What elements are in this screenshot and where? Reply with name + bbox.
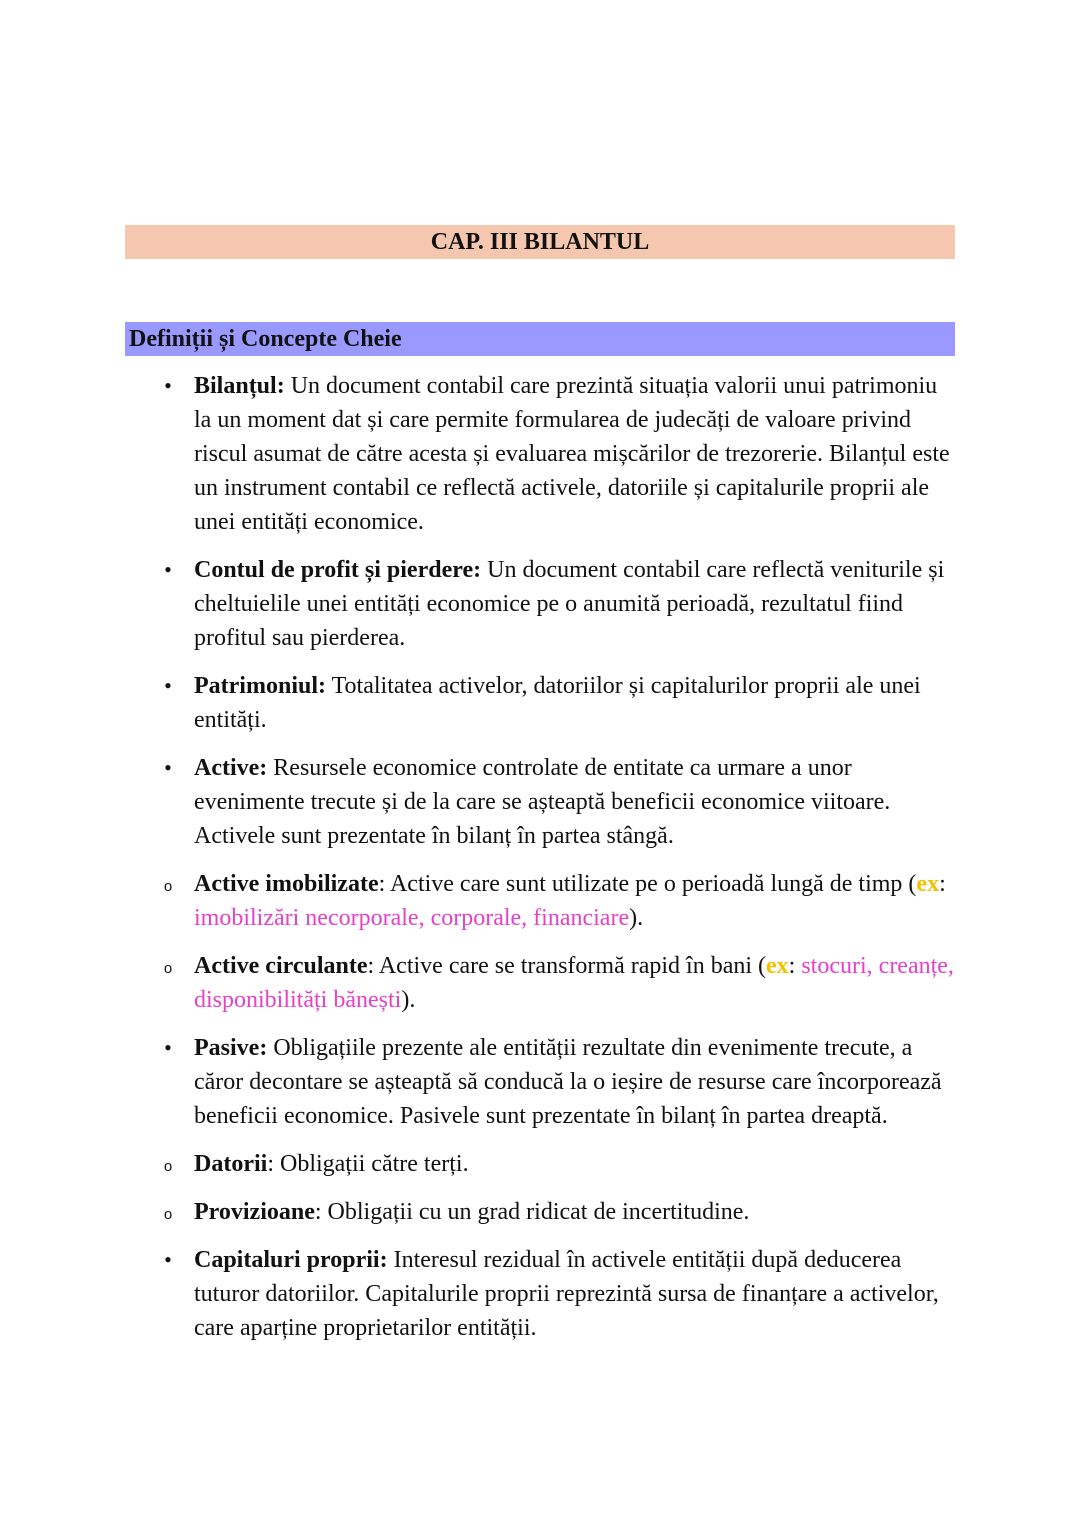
bullet-disc-icon [160,669,176,703]
definition-text: : [788,953,802,979]
definition-text: : Active care se transformă rapid în bani ( [367,953,767,979]
definition-text: : Obligații către terți. [267,1151,469,1177]
bullet-disc-icon [160,369,176,403]
definitions-list [0,369,1080,1359]
definition-text: Obligațiile prezente ale entității rezultate din evenimente trecute, a căror decontare se așteaptă să conducă la o ieșire de resurse care încorporează beneficii economice. Pasivele sunt prezentate în bilanț în partea dreaptă. [194,1035,942,1129]
bullet-disc-icon [160,1031,176,1065]
definition-text: : Obligații cu un grad ridicat de incertitudine. [314,1199,750,1225]
definition-text: Totalitatea activelor, datoriilor și capitalurilor proprii ale unei entități. [194,673,921,733]
bullet-circle-icon [160,1147,176,1184]
definition-item [0,369,954,539]
definition-item [0,1147,954,1181]
bullet-circle-icon [160,867,176,904]
example-text: imobilizări necorporale, corporale, financiare [194,905,630,931]
definition-item [0,751,954,853]
term-label: Datorii [194,1151,268,1177]
term-label: Pasive: [194,1035,268,1061]
term-label: Active: [194,755,268,781]
definition-item [0,949,954,1017]
definition-item [0,1031,954,1133]
definition-item [0,1243,954,1345]
term-label: Patrimoniul: [194,673,326,699]
term-label: Provizioane [194,1199,315,1225]
example-text: stocuri, creanțe, disponibilități bănești [194,953,954,1013]
definition-item [0,1195,954,1229]
definition-text: ). [629,905,644,931]
term-label: Active imobilizate [194,871,379,897]
definition-item [0,669,954,737]
definition-text: : [939,871,946,897]
term-label: Active circulante [194,953,368,979]
term-label: Bilanțul: [194,373,285,399]
definition-item [0,553,954,655]
chapter-title: CAP. III BILANTUL [125,225,955,259]
definition-text: Un document contabil care reflectă veniturile și cheltuielile unei entități economice pe o anumită perioadă, rezultatul fiind profitul sau pierderea. [194,557,945,651]
example-tag: ex [766,953,789,979]
example-tag: ex [916,871,940,897]
bullet-disc-icon [160,1243,176,1277]
definition-text: Interesul rezidual în activele entității după deducerea tuturor datoriilor. Capitalurile proprii reprezintă sursa de finanțare a activelor, care aparține proprietarilor entității. [194,1247,939,1341]
bullet-circle-icon [160,949,176,986]
bullet-disc-icon [160,751,176,785]
section-heading: Definiții și Concepte Cheie [125,322,955,356]
definition-text: ). [401,987,416,1013]
bullet-disc-icon [160,553,176,587]
term-label: Contul de profit și pierdere: [194,557,482,583]
definition-text: Un document contabil care prezintă situația valorii unui patrimoniu la un moment dat și care permite formularea de judecăți de valoare privind riscul asumat de către acesta și evaluarea mișcărilor de trezorerie. Bilanțul este un instrument contabil ce reflectă activele, datoriile și capitalurile proprii ale unei entități economice. [194,373,950,535]
definition-text: Resursele economice controlate de entitate ca urmare a unor evenimente trecute și de la care se așteaptă beneficii economice viitoare. Activele sunt prezentate în bilanț în partea stângă. [194,755,891,849]
definition-item [0,867,954,935]
term-label: Capitaluri proprii: [194,1247,388,1273]
definition-text: : Active care sunt utilizate pe o perioadă lungă de timp ( [378,871,917,897]
bullet-circle-icon [160,1195,176,1232]
